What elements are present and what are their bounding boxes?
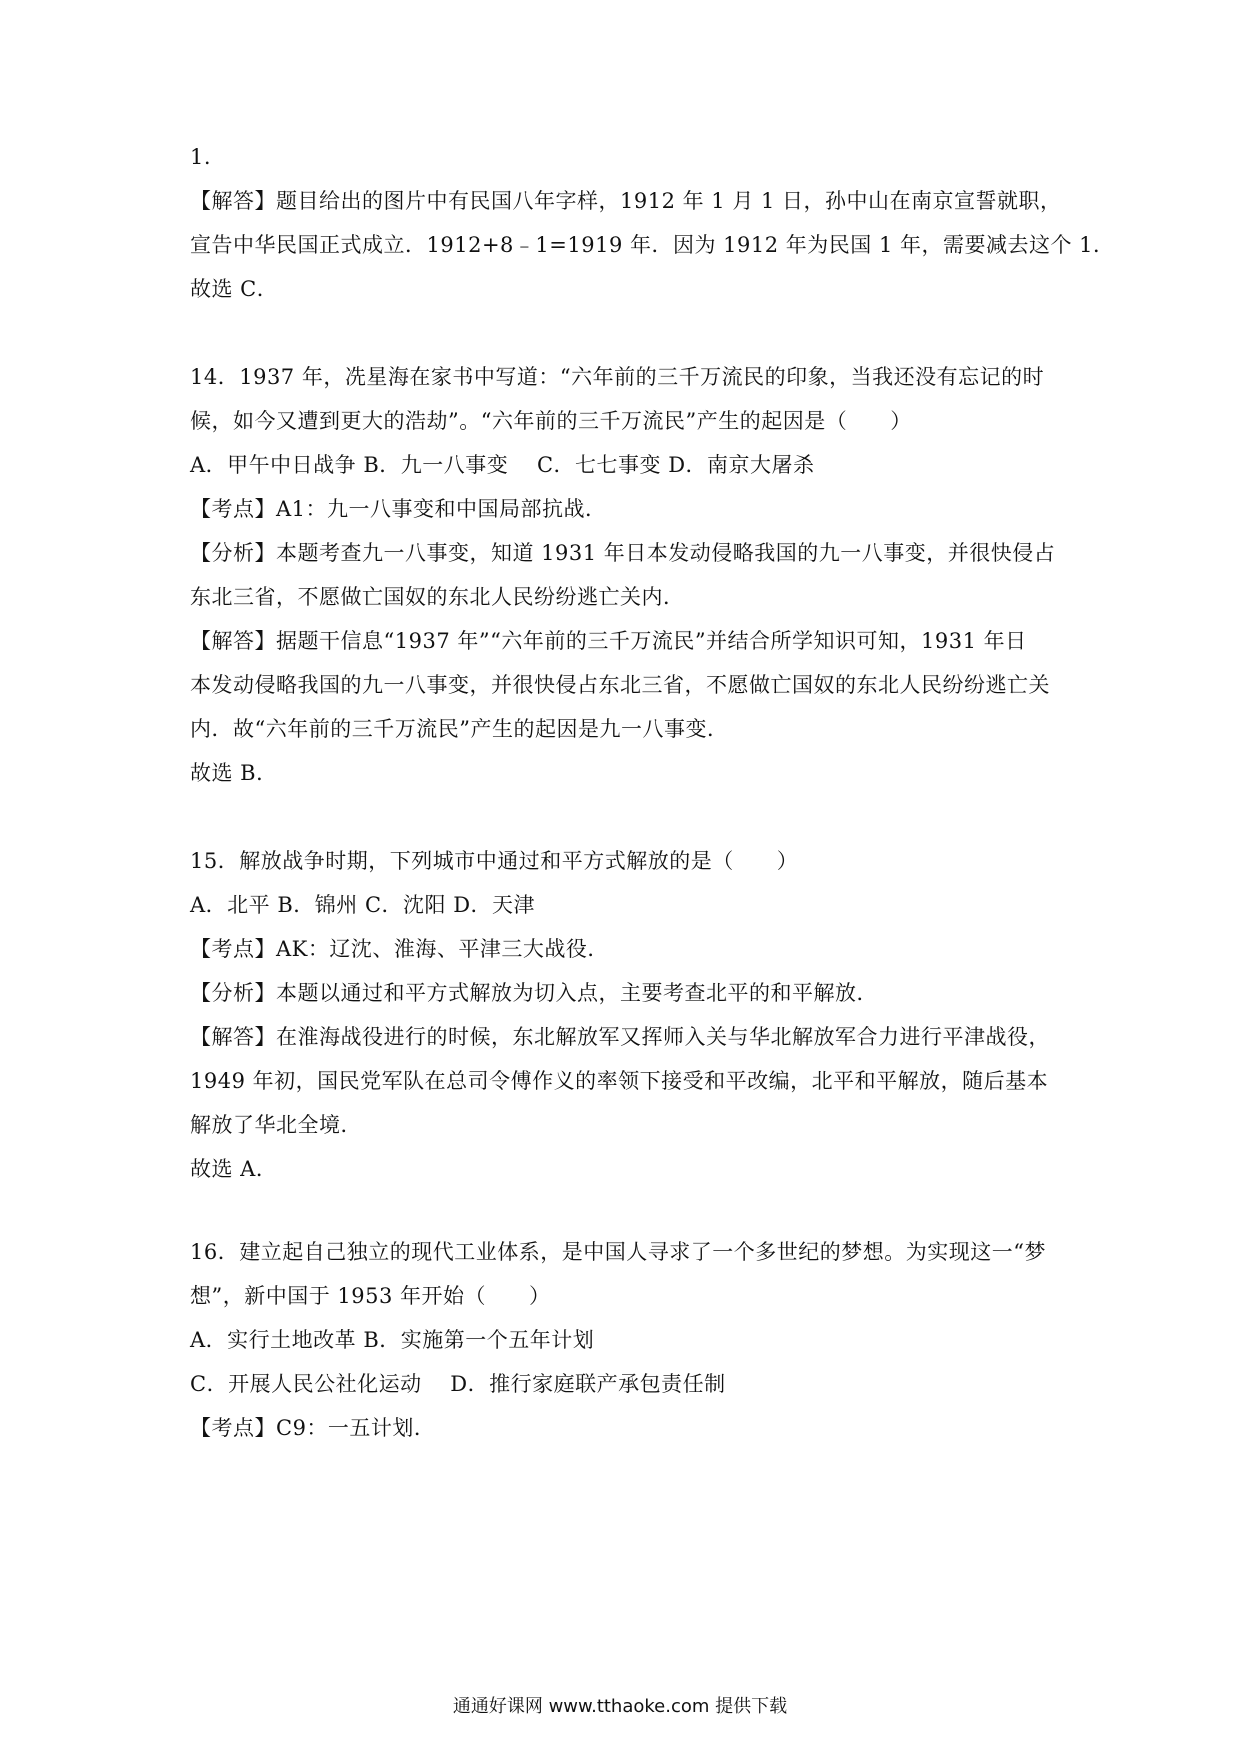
answer-line: 1. bbox=[190, 145, 212, 169]
analysis-line: 东北三省，不愿做亡国奴的东北人民纷纷逃亡关内． bbox=[190, 585, 685, 609]
answer-line: 【解答】据题干信息“1937 年”“六年前的三千万流民”并结合所学知识可知，1931 年日 bbox=[190, 629, 1027, 653]
answer-line: 【解答】题目给出的图片中有民国八年字样，1912 年 1 月 1 日，孙中山在南京宣誓就职， bbox=[190, 189, 1062, 213]
answer-line: 【解答】在淮海战役进行的时候，东北解放军又挥师入关与华北解放军合力进行平津战役， bbox=[190, 1025, 1050, 1049]
question-line: 14．1937 年，冼星海在家书中写道：“六年前的三千万流民的印象，当我还没有忘记的时 bbox=[190, 365, 1045, 389]
kaodian-line: 【考点】AK：辽沈、淮海、平津三大战役． bbox=[190, 937, 609, 961]
question-line: 15．解放战争时期，下列城市中通过和平方式解放的是（ ） bbox=[190, 849, 799, 873]
answer-choice-line: 故选 A． bbox=[190, 1157, 278, 1181]
page-footer: 通通好课网 www.tthaoke.com 提供下载 bbox=[452, 1696, 788, 1717]
options-line: A．北平 B．锦州 C．沈阳 D．天津 bbox=[190, 893, 536, 917]
answer-line: 故选 C． bbox=[190, 277, 279, 301]
options-line: A．甲午中日战争 B．九一八事变 C．七七事变 D．南京大屠杀 bbox=[190, 453, 815, 477]
answer-line: 内．故“六年前的三千万流民”产生的起因是九一八事变． bbox=[190, 717, 729, 741]
kaodian-line: 【考点】A1：九一八事变和中国局部抗战． bbox=[190, 497, 607, 521]
options-line: C．开展人民公社化运动 D．推行家庭联产承包责任制 bbox=[190, 1372, 726, 1396]
answer-line: 1949 年初，国民党军队在总司令傅作义的率领下接受和平改编，北平和平解放，随后基本 bbox=[190, 1069, 1049, 1093]
answer-line: 宣告中华民国正式成立．1912+8﹣1=1919 年．因为 1912 年为民国 1 年，需要减去这个 1． bbox=[190, 233, 1115, 257]
question-line: 16．建立起自己独立的现代工业体系，是中国人寻求了一个多世纪的梦想。为实现这一“梦 bbox=[190, 1240, 1046, 1264]
analysis-line: 【分析】本题考查九一八事变，知道 1931 年日本发动侵略我国的九一八事变，并很快侵占 bbox=[190, 541, 1056, 565]
analysis-line: 【分析】本题以通过和平方式解放为切入点，主要考查北平的和平解放． bbox=[190, 981, 878, 1005]
kaodian-line: 【考点】C9：一五计划． bbox=[190, 1416, 436, 1440]
answer-line: 解放了华北全境． bbox=[190, 1113, 362, 1137]
question-line: 想”，新中国于 1953 年开始（ ） bbox=[190, 1284, 551, 1308]
answer-line: 本发动侵略我国的九一八事变，并很快侵占东北三省，不愿做亡国奴的东北人民纷纷逃亡关 bbox=[190, 673, 1050, 697]
answer-choice-line: 故选 B． bbox=[190, 761, 278, 785]
question-line: 候，如今又遭到更大的浩劫”。“六年前的三千万流民”产生的起因是（ ） bbox=[190, 409, 912, 433]
options-line: A．实行土地改革 B．实施第一个五年计划 bbox=[190, 1328, 595, 1352]
